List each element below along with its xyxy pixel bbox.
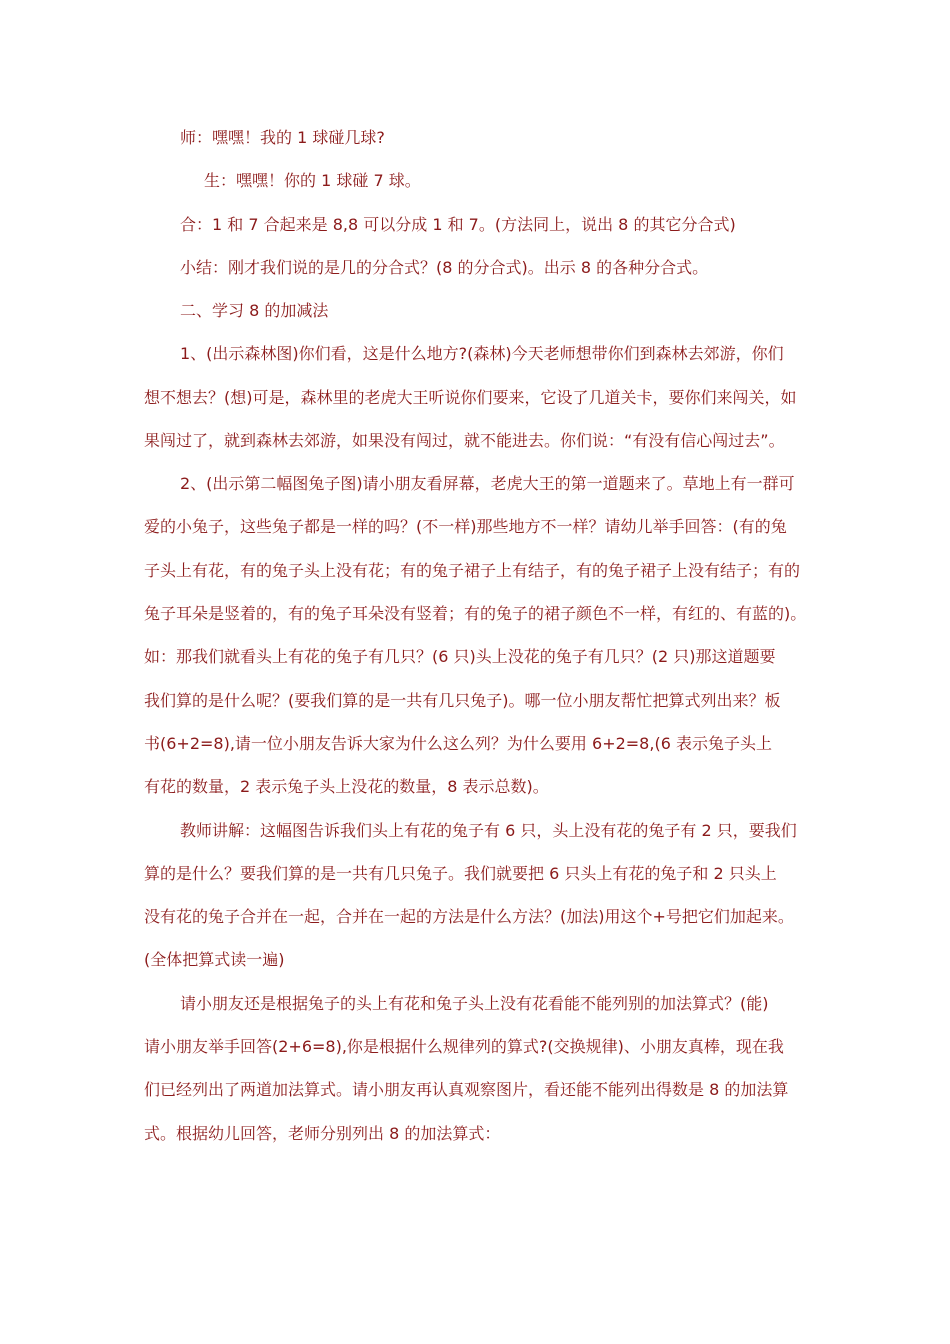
section-heading: 二、学习 8 的加减法 — [180, 301, 329, 320]
text-line: 师：嘿嘿！我的 1 球碰几球? — [180, 128, 385, 147]
text-line: 们已经列出了两道加法算式。请小朋友再认真观察图片，看还能不能列出得数是 8 的加法算 — [144, 1080, 789, 1099]
text-line: 有花的数量，2 表示兔子头上没花的数量，8 表示总数)。 — [144, 777, 549, 796]
text-line: 式。根据幼儿回答，老师分别列出 8 的加法算式： — [144, 1124, 501, 1143]
text-line: 算的是什么？要我们算的是一共有几只兔子。我们就要把 6 只头上有花的兔子和 2 只头上 — [144, 864, 777, 883]
text-line: 想不想去？(想)可是，森林里的老虎大王听说你们要来，它设了几道关卡，要你们来闯关，如 — [144, 388, 797, 407]
text-line: 小结：刚才我们说的是几的分合式？(8 的分合式)。出示 8 的各种分合式。 — [180, 258, 709, 277]
text-line: 生：嘿嘿！你的 1 球碰 7 球。 — [204, 171, 421, 190]
text-line: 兔子耳朵是竖着的，有的兔子耳朵没有竖着；有的兔子的裙子颜色不一样，有红的、有蓝的)。 — [144, 604, 807, 623]
text-line: 书(6+2=8),请一位小朋友告诉大家为什么这么列？为什么要用 6+2=8,(6 表示兔子头上 — [144, 734, 772, 753]
text-line: 1、(出示森林图)你们看，这是什么地方?(森林)今天老师想带你们到森林去郊游，你们 — [180, 344, 784, 363]
text-line: 合：1 和 7 合起来是 8,8 可以分成 1 和 7。(方法同上，说出 8 的其它分合式) — [180, 215, 736, 234]
text-line: 2、(出示第二幅图兔子图)请小朋友看屏幕，老虎大王的第一道题来了。草地上有一群可 — [180, 474, 795, 493]
text-line: 教师讲解：这幅图告诉我们头上有花的兔子有 6 只，头上没有花的兔子有 2 只，要我们 — [180, 821, 797, 840]
text-line: 爱的小兔子，这些兔子都是一样的吗？(不一样)那些地方不一样？请幼儿举手回答：(有的兔 — [144, 517, 787, 536]
text-line: 果闯过了，就到森林去郊游，如果没有闯过，就不能进去。你们说：“有没有信心闯过去”。 — [144, 431, 785, 450]
text-line: 子头上有花，有的兔子头上没有花；有的兔子裙子上有结子，有的兔子裙子上没有结子；有的 — [144, 561, 801, 580]
text-line: 没有花的兔子合并在一起，合并在一起的方法是什么方法？(加法)用这个+号把它们加起来。 — [144, 907, 794, 926]
text-line: 如：那我们就看头上有花的兔子有几只？(6 只)头上没花的兔子有几只？(2 只)那这道题要 — [144, 647, 776, 666]
text-line: 我们算的是什么呢？(要我们算的是一共有几只兔子)。哪一位小朋友帮忙把算式列出来？板 — [144, 691, 781, 710]
text-line: (全体把算式读一遍) — [144, 950, 285, 969]
text-line: 请小朋友还是根据兔子的头上有花和兔子头上没有花看能不能列别的加法算式？(能) — [180, 994, 769, 1013]
text-line: 请小朋友举手回答(2+6=8),你是根据什么规律列的算式?(交换规律)、小朋友真棒，现在我 — [144, 1037, 784, 1056]
